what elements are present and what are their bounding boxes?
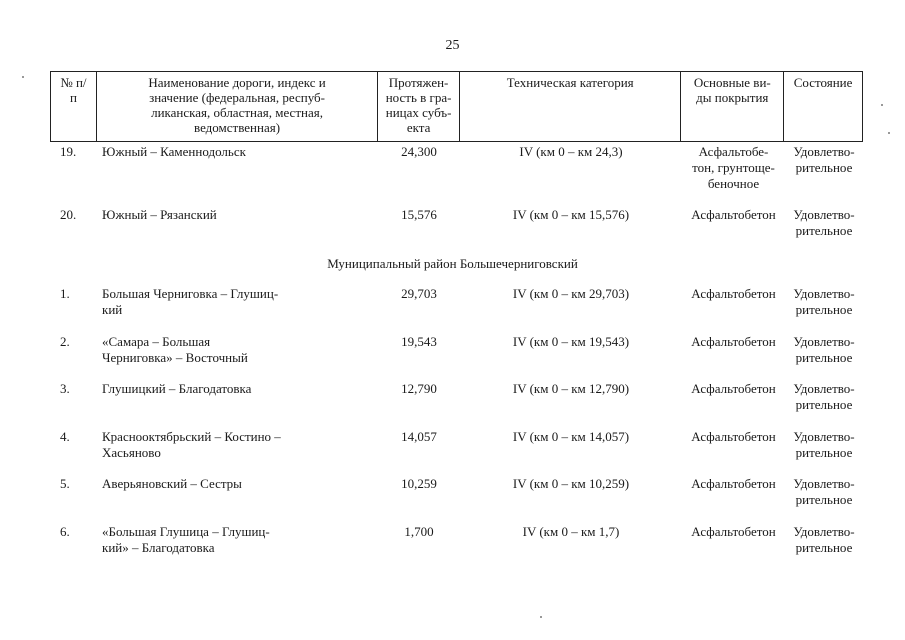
row-name-line: Глушицкий – Благодатовка [102,381,252,396]
row-coverage: Асфальтобетон [691,334,776,349]
row-state-line: рительное [795,540,853,555]
header-length-line: ницах субъ- [385,105,452,120]
table-row [50,429,863,461]
row-state-line: Удовлетво- [793,524,855,539]
row-category: IV (км 0 – км 29,703) [512,286,630,301]
row-num: 2. [60,334,70,349]
row-name [96,381,378,413]
row-length: 14,057 [401,429,437,444]
row-name [96,334,378,366]
header-name-line: Наименование дороги, индекс и [148,75,326,90]
row-category: IV (км 0 – км 10,259) [512,476,630,491]
row-length: 15,576 [401,207,437,222]
row-state [785,334,863,366]
row-state-line: рительное [795,445,853,460]
row-name-line: Краснооктябрьский – Костино – [102,429,281,444]
header-length [378,72,460,141]
header-state [784,72,862,141]
row-name [96,524,378,556]
row-length: 24,300 [401,144,437,159]
header-name [97,72,378,141]
header-name-line: ведомственная) [194,120,281,135]
header-num-text: № п/п [60,75,87,105]
row-num: 3. [60,381,70,396]
row-coverage-line: Асфальтобе- [698,144,769,159]
table-row [50,207,863,239]
row-coverage-line: беночное [707,176,760,191]
row-name-line: «Самара – Большая [102,334,211,349]
scan-speck [540,616,542,618]
row-name: Южный – Каменнодольск [102,144,246,159]
row-state [785,524,863,556]
row-state-line: рительное [795,160,853,175]
row-category: IV (км 0 – км 1,7) [522,524,620,539]
row-name: Южный – Рязанский [102,207,217,222]
table-row [50,524,863,556]
table-row [50,286,863,318]
row-length: 10,259 [401,476,437,491]
row-state-line: рительное [795,223,853,238]
row-state-line: Удовлетво- [793,334,855,349]
header-name-line: значение (федеральная, респуб- [149,90,325,105]
row-coverage: Асфальтобетон [691,286,776,301]
row-state-line: рительное [795,350,853,365]
row-num: 1. [60,286,70,301]
row-coverage-line: тон, грунтоще- [692,160,775,175]
row-name-line: «Большая Глушица – Глушиц- [102,524,270,539]
section-title: Муниципальный район Большечерниговский [327,256,578,271]
scan-speck [881,104,883,106]
row-state-line: Удовлетво- [793,476,855,491]
row-num: 6. [60,524,70,539]
row-coverage: Асфальтобетон [691,524,776,539]
row-state [785,286,863,318]
row-state-line: рительное [795,302,853,317]
row-name-line: кий» – Благодатовка [102,540,215,555]
row-state-line: Удовлетво- [793,381,855,396]
row-state [785,207,863,239]
row-num: 5. [60,476,70,491]
row-name [96,286,378,318]
row-length: 1,700 [404,524,434,539]
row-num: 20. [60,207,77,222]
header-name-line: ликанская, областная, местная, [151,105,323,120]
row-state [785,381,863,413]
header-num [51,72,97,141]
header-length-line: ность в гра- [385,90,452,105]
row-name-line: Хасьяново [102,445,161,460]
header-category [460,72,681,141]
header-coverage [681,72,784,141]
row-category: IV (км 0 – км 24,3) [519,144,623,159]
row-length: 29,703 [401,286,437,301]
row-name-line: Аверьяновский – Сестры [102,476,242,491]
header-coverage-line: Основные ви- [693,75,771,90]
row-state-line: Удовлетво- [793,429,855,444]
row-state-line: Удовлетво- [793,144,855,159]
row-coverage [682,144,785,192]
table-row [50,334,863,366]
row-state-line: Удовлетво- [793,286,855,301]
row-coverage: Асфальтобетон [691,207,776,222]
scan-speck [22,76,24,78]
row-num: 19. [60,144,77,159]
table-header [50,71,863,142]
row-name [96,476,378,508]
row-state-line: рительное [795,397,853,412]
table-row [50,144,863,192]
row-state-line: рительное [795,492,853,507]
page-number: 25 [445,38,460,53]
row-num: 4. [60,429,70,444]
row-state [785,429,863,461]
row-category: IV (км 0 – км 15,576) [512,207,630,222]
header-length-line: Протяжен- [388,75,449,90]
row-name-line: кий [102,302,123,317]
table-row [50,381,863,413]
row-name [96,429,378,461]
row-category: IV (км 0 – км 14,057) [512,429,630,444]
header-length-line: екта [406,120,431,135]
row-name-line: Большая Черниговка – Глушиц- [102,286,279,301]
row-category: IV (км 0 – км 12,790) [512,381,630,396]
header-coverage-line: ды покрытия [696,90,769,105]
scan-speck [888,132,890,134]
header-category-text: Техническая категория [506,75,634,90]
row-coverage: Асфальтобетон [691,476,776,491]
row-coverage: Асфальтобетон [691,381,776,396]
row-length: 12,790 [401,381,437,396]
row-length: 19,543 [401,334,437,349]
header-state-text: Состояние [793,75,853,90]
table-row [50,476,863,508]
row-coverage: Асфальтобетон [691,429,776,444]
row-state [785,476,863,508]
row-category: IV (км 0 – км 19,543) [512,334,630,349]
row-state [785,144,863,192]
row-state-line: Удовлетво- [793,207,855,222]
row-name-line: Черниговка» – Восточный [102,350,248,365]
